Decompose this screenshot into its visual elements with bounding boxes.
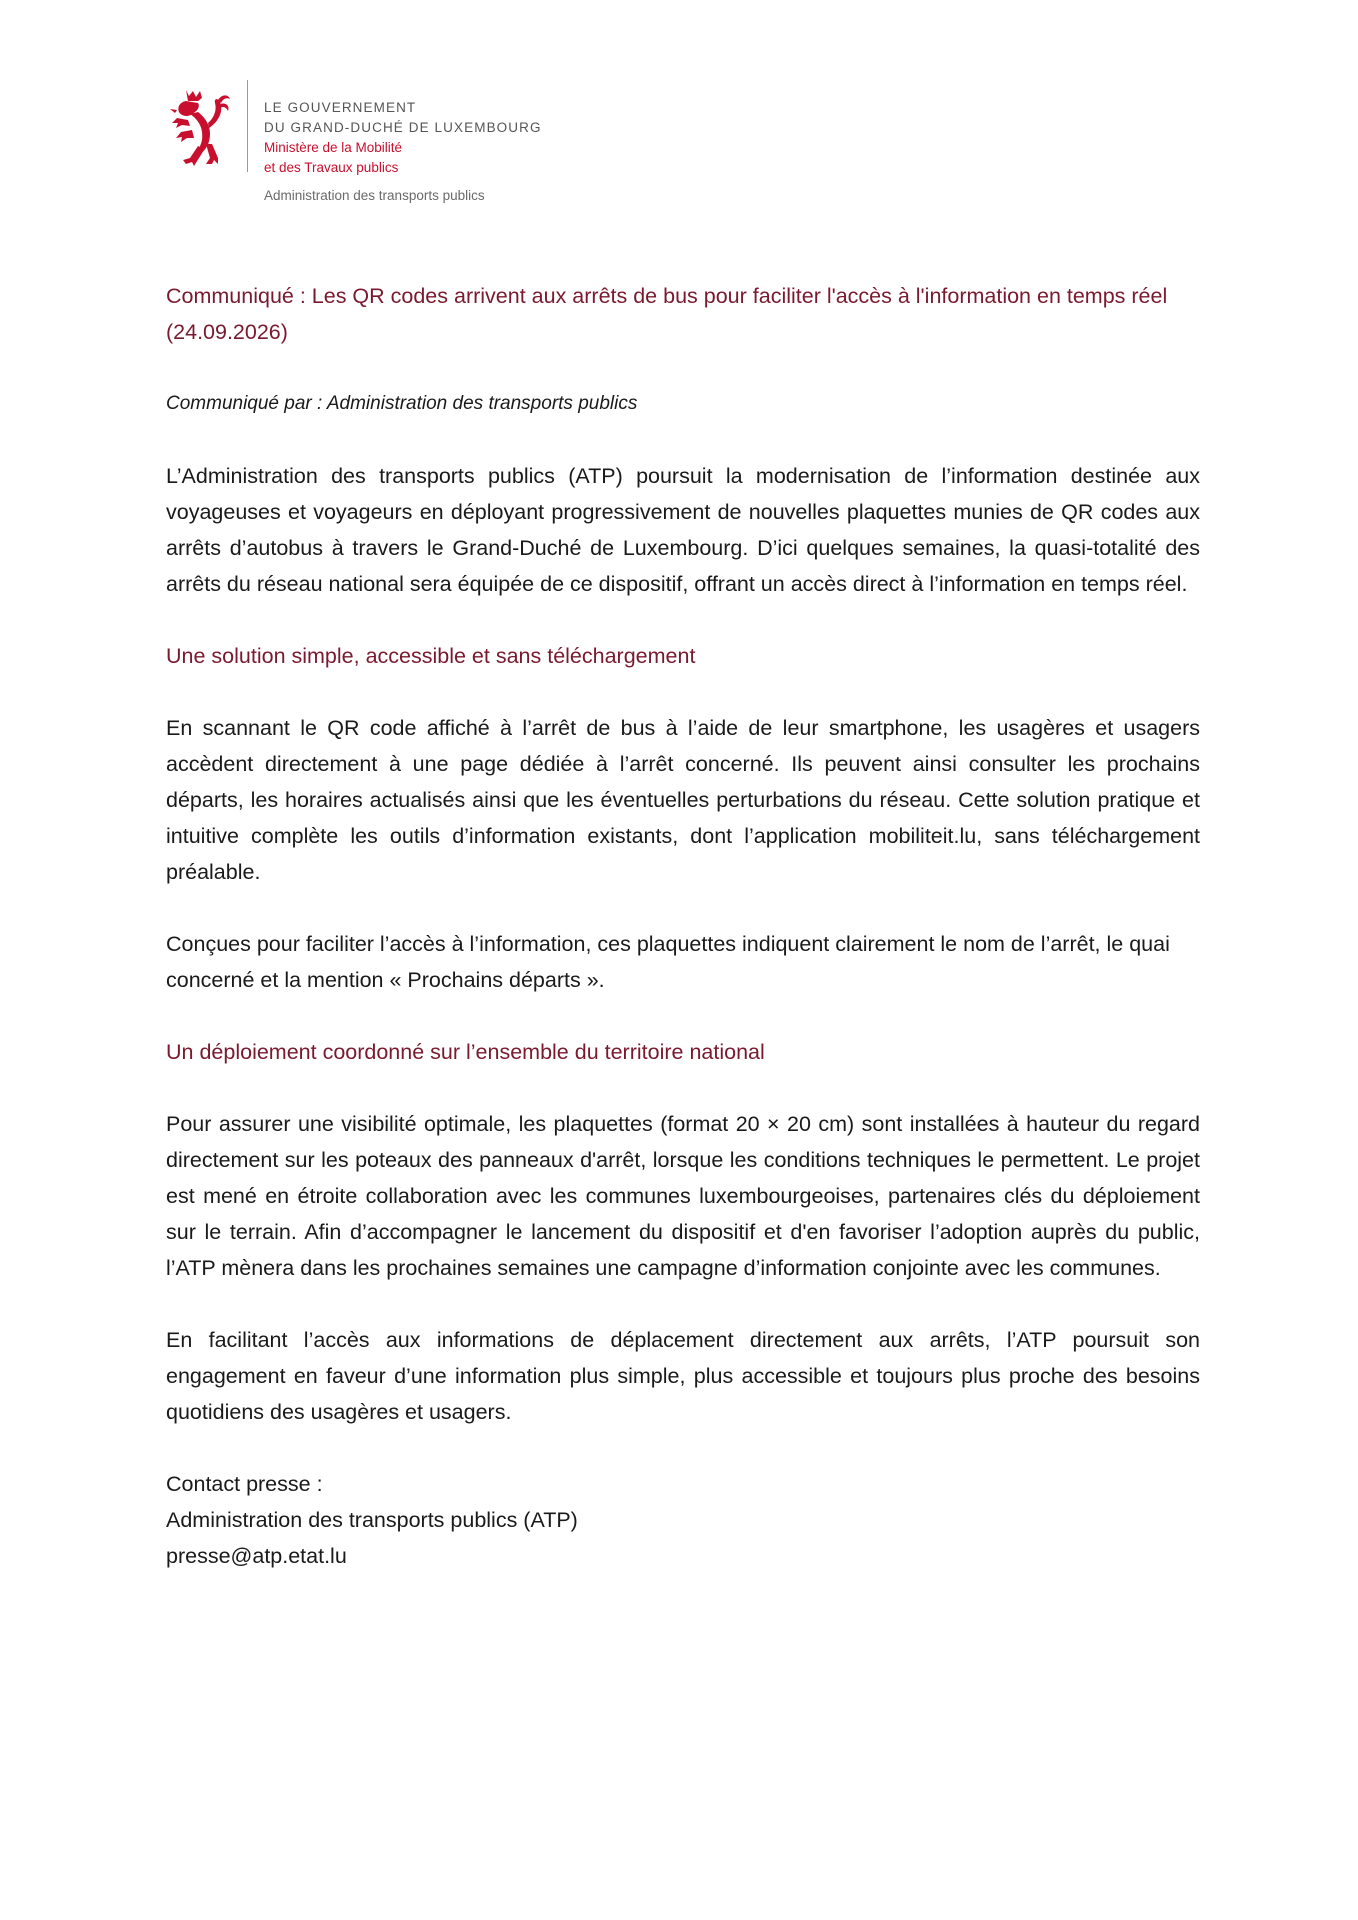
contact-label: Contact presse : (166, 1472, 323, 1496)
section-2-heading: Un déploiement coordonné sur l’ensemble du territoire national (166, 1040, 765, 1064)
government-line-2: DU GRAND-DUCHÉ DE LUXEMBOURG (264, 120, 542, 135)
government-line-1: LE GOUVERNEMENT (264, 100, 417, 115)
section-2-paragraph-2: En facilitant l’accès aux informations de déplacement directement aux arrêts, l’ATP poursuit son engagement en faveur d’une information plus simple, plus accessible et toujours plus proche des besoins quotidiens des usagères et usagers. (166, 1328, 1200, 1424)
contact-email[interactable]: presse@atp.etat.lu (166, 1544, 347, 1568)
header-divider (247, 80, 248, 172)
government-name (264, 98, 542, 178)
intro-paragraph: L’Administration des transports publics (ATP) poursuit la modernisation de l’information destinée aux voyageuses et voyageurs en déployant progressivement de nouvelles plaquettes munies de QR codes aux arrêts d’autobus à travers le Grand-Duché de Luxembourg. D’ici quelques semaines, la quasi-totalité des arrêts du réseau national sera équipée de ce dispositif, offrant un accès direct à l’information en temps réel. (166, 464, 1200, 596)
press-contact (166, 1466, 1200, 1574)
section-1-paragraph-2: Conçues pour faciliter l’accès à l’information, ces plaquettes indiquent clairement le nom de l’arrêt, le quai concerné et la mention « Prochains départs ». (166, 932, 1170, 992)
section-1-paragraph-1: En scannant le QR code affiché à l’arrêt de bus à l’aide de leur smartphone, les usagères et usagers accèdent directement à une page dédiée à l’arrêt concerné. Ils peuvent ainsi consulter les prochains départs, les horaires actualisés ainsi que les éventuelles perturbations du réseau. Cette solution pratique et intuitive complète les outils d’information existants, dont l’application mobiliteit.lu, sans téléchargement préalable. (166, 716, 1200, 884)
press-release (166, 278, 1200, 1574)
document-title: Communiqué : Les QR codes arrivent aux arrêts de bus pour faciliter l'accès à l'information en temps réel (24.09.2026) (166, 284, 1168, 344)
ministry-line-2: et des Travaux publics (264, 160, 399, 175)
section-2-paragraph-1: Pour assurer une visibilité optimale, les plaquettes (format 20 × 20 cm) sont installées à hauteur du regard directement sur les poteaux des panneaux d'arrêt, lorsque les conditions techniques le permettent. Le projet est mené en étroite collaboration avec les communes luxembourgeoises, partenaires clés du déploiement sur le terrain. Afin d’accompagner le lancement du dispositif et d'en favoriser l’adoption auprès du public, l’ATP mènera dans les prochaines semaines une campagne d’information conjointe avec les communes. (166, 1112, 1200, 1280)
red-lion-icon (168, 88, 232, 168)
section-1-heading: Une solution simple, accessible et sans téléchargement (166, 644, 696, 668)
contact-organization: Administration des transports publics (ATP) (166, 1508, 578, 1532)
government-header (168, 80, 668, 210)
administration-name: Administration des transports publics (264, 188, 485, 203)
ministry-line-1: Ministère de la Mobilité (264, 140, 403, 155)
byline: Communiqué par : Administration des transports publics (166, 393, 638, 414)
